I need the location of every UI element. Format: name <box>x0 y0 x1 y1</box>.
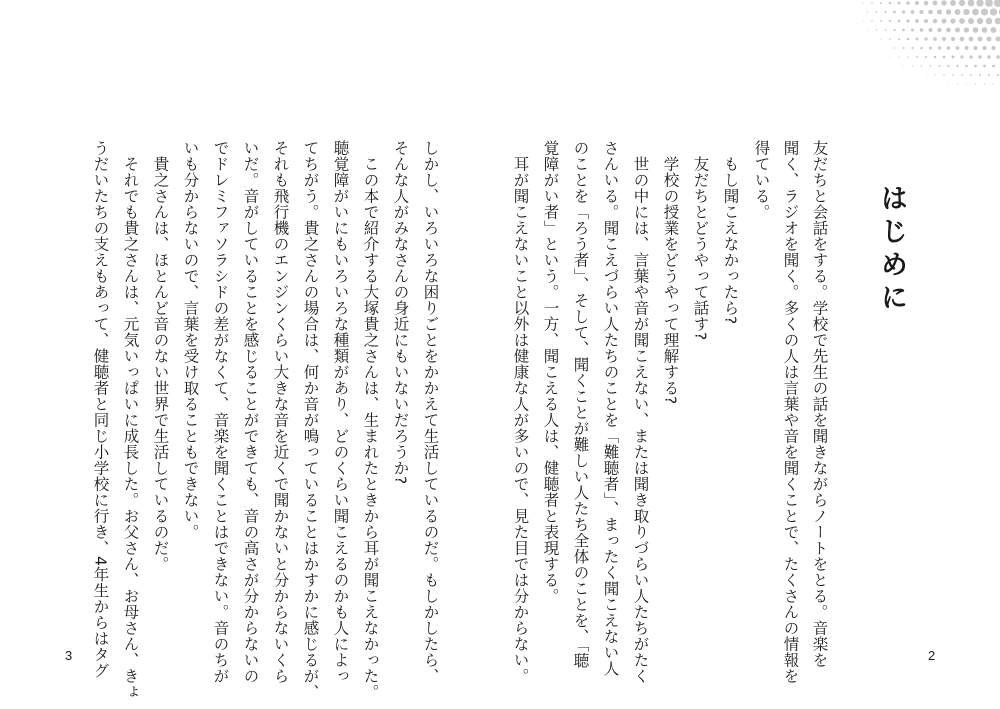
left-line-6: それも飛行機のエンジンくらい大きな音を近くで聞かないと分からないくら <box>271 140 290 684</box>
right-line-8: さんいる。聞こえづらい人たちのことを「難聴者」、まったく聞こえない人 <box>601 140 620 677</box>
left-line-5: てちがう。貴之さんの場合は、何か音が鳴っていることはかすかに感じるが、 <box>301 140 320 700</box>
right-line-10: 覚障がい者」という。一方、聞こえる人は、健聴者と表現する。 <box>541 140 560 604</box>
left-line-7: いだ。音がしていることを感じることができても、音の高さが分からないの <box>241 140 260 684</box>
right-line-11: 耳が聞こえないこと以外は健康な人が多いので、見た目では分からない。 <box>511 156 530 684</box>
left-line-11: それでも貴之さんは、元気いっぱいに成長した。お父さん、お母さん、きょ <box>121 156 140 700</box>
left-line-2: そんな人がみなさんの身近にもいないだろうか? <box>391 140 410 485</box>
left-page-number: 3 <box>65 648 73 663</box>
left-line-10: 貴之さんは、ほとんど音のない世界で生活しているのだ。 <box>151 156 170 572</box>
right-line-2: 聞く、ラジオを聞く。多くの人は言葉や音を聞くことで、たくさんの情報を <box>781 140 800 684</box>
right-line-6: 学校の授業をどうやって理解する? <box>661 156 680 405</box>
right-page-number: 2 <box>928 648 936 663</box>
left-line-12: うだいたちの支えもあって、健聴者と同じ小学校に行き、4年生からはタグ <box>91 140 110 679</box>
halftone-dot-decoration <box>860 0 1000 130</box>
left-line-8: でドレミファソラシドの差がなくて、音楽を聞くことはできない。音のちが <box>211 140 230 684</box>
left-line-3: この本で紹介する大塚貴之さんは、生まれたときから耳が聞こえなかった。 <box>361 156 380 700</box>
right-line-4: もし聞こえなかったら? <box>721 156 740 325</box>
right-line-1: 友だちと会話をする。学校で先生の話を聞きながらノートをとる。音楽を <box>810 140 829 668</box>
right-line-9: のことを「ろう者」、そして、聞くことが難しい人たち全体のことを、「聴 <box>571 140 590 669</box>
right-line-7: 世の中には、言葉や音が聞こえない、または聞き取りづらい人たちがたく <box>631 156 650 684</box>
left-line-1: しかし、いろいろな困りごとをかかえて生活しているのだ。もしかしたら、 <box>421 140 440 684</box>
left-line-9: いも分からないので、言葉を受け取ることもできない。 <box>181 140 200 540</box>
right-line-5: 友だちとどうやって話す? <box>691 156 710 341</box>
left-line-4: 聴覚障がいにもいろいろな種類があり、どのくらい聞こえるのかも人によっ <box>331 140 350 684</box>
chapter-title: はじめに <box>876 184 907 316</box>
right-line-3: 得ている。 <box>752 140 771 220</box>
